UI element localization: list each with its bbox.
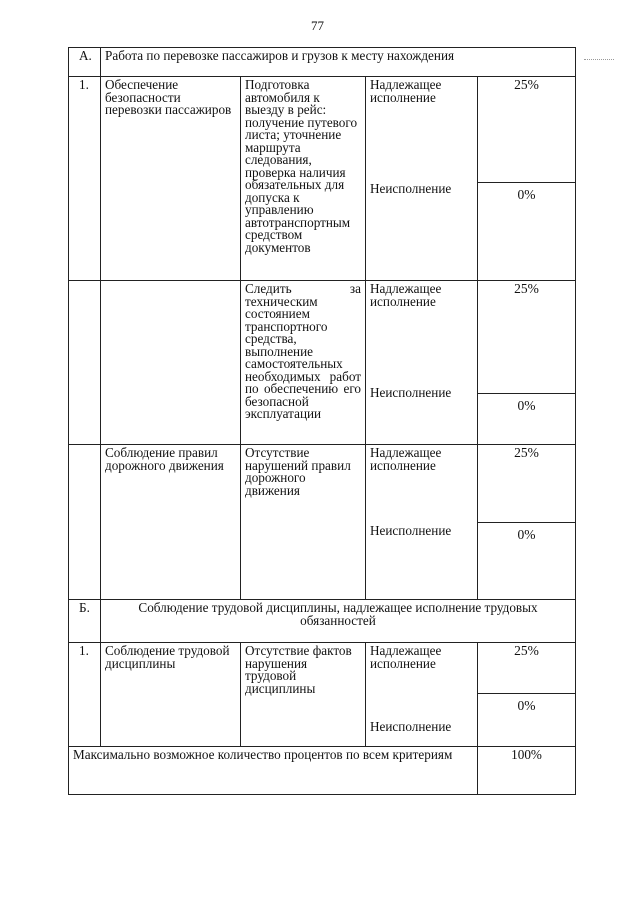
total-row (69, 747, 576, 795)
percent-bad: 0% (517, 187, 536, 202)
percent-good: 25% (514, 643, 539, 658)
criterion-cell: Соблюдение трудовой дисциплины (101, 643, 241, 747)
criterion-cell (101, 281, 241, 445)
scan-mark (584, 59, 614, 62)
grade-cell (366, 77, 478, 281)
percent-divider (478, 182, 575, 183)
grade-good: Надлежащее исполнение (370, 77, 442, 105)
percent-cell (478, 445, 576, 600)
section-a-header (69, 48, 576, 77)
section-b-header (69, 600, 576, 643)
percent-good: 25% (514, 77, 539, 92)
percent-divider (478, 393, 575, 394)
section-a-letter: А. (69, 48, 101, 77)
section-a-title: Работа по перевозке пассажиров и грузов к месту нахождения (101, 48, 576, 77)
criterion-cell: Обеспечение безопасности перевозки пассажиров (101, 77, 241, 281)
table-row (69, 445, 576, 600)
percent-divider (478, 693, 575, 694)
percent-bad: 0% (517, 527, 536, 542)
row-number (69, 281, 101, 445)
percent-cell (478, 643, 576, 747)
percent-cell (478, 77, 576, 281)
grade-bad: Неисполнение (370, 181, 452, 196)
percent-bad: 0% (517, 398, 536, 413)
percent-cell (478, 281, 576, 445)
grade-cell (366, 281, 478, 445)
row-number: 1. (69, 77, 101, 281)
row-number (69, 445, 101, 600)
row-number: 1. (69, 643, 101, 747)
grade-cell (366, 445, 478, 600)
page-number: 77 (311, 18, 324, 33)
indicator-cell: Отсутствие фактов нарушения трудовой дисциплины (241, 643, 366, 747)
section-b-letter: Б. (69, 600, 101, 643)
total-label: Максимально возможное количество процентов по всем критериям (69, 747, 478, 795)
percent-good: 25% (514, 445, 539, 460)
indicator-cell: Отсутствие нарушений правил дорожного движения (241, 445, 366, 600)
section-b-title: Соблюдение трудовой дисциплины, надлежащее исполнение трудовых обязанностей (101, 600, 576, 643)
grade-bad: Неисполнение (370, 719, 452, 734)
grade-cell (366, 643, 478, 747)
table-row (69, 643, 576, 747)
percent-good: 25% (514, 281, 539, 296)
criteria-table (68, 47, 575, 794)
percent-bad: 0% (517, 698, 536, 713)
grade-good: Надлежащее исполнение (370, 281, 442, 309)
percent-divider (478, 522, 575, 523)
indicator-cell: Подготовка автомобиля к выезду в рейс: получение путевого листа; уточнение маршрута следования, проверка наличия обязательных для допуска к управлению автотранспортным средством документов (241, 77, 366, 281)
grade-bad: Неисполнение (370, 385, 452, 400)
criterion-cell: Соблюдение правил дорожного движения (101, 445, 241, 600)
total-value: 100% (478, 747, 576, 795)
grade-good: Надлежащее исполнение (370, 643, 442, 671)
grade-good: Надлежащее исполнение (370, 445, 442, 473)
grade-bad: Неисполнение (370, 523, 452, 538)
table-row (69, 281, 576, 445)
indicator-cell: Следить за техническим состоянием транспортного средства, выполнение самостоятельных необходимых работ по обеспечению его безопасной эксплуатации (241, 281, 366, 445)
table-row (69, 77, 576, 281)
